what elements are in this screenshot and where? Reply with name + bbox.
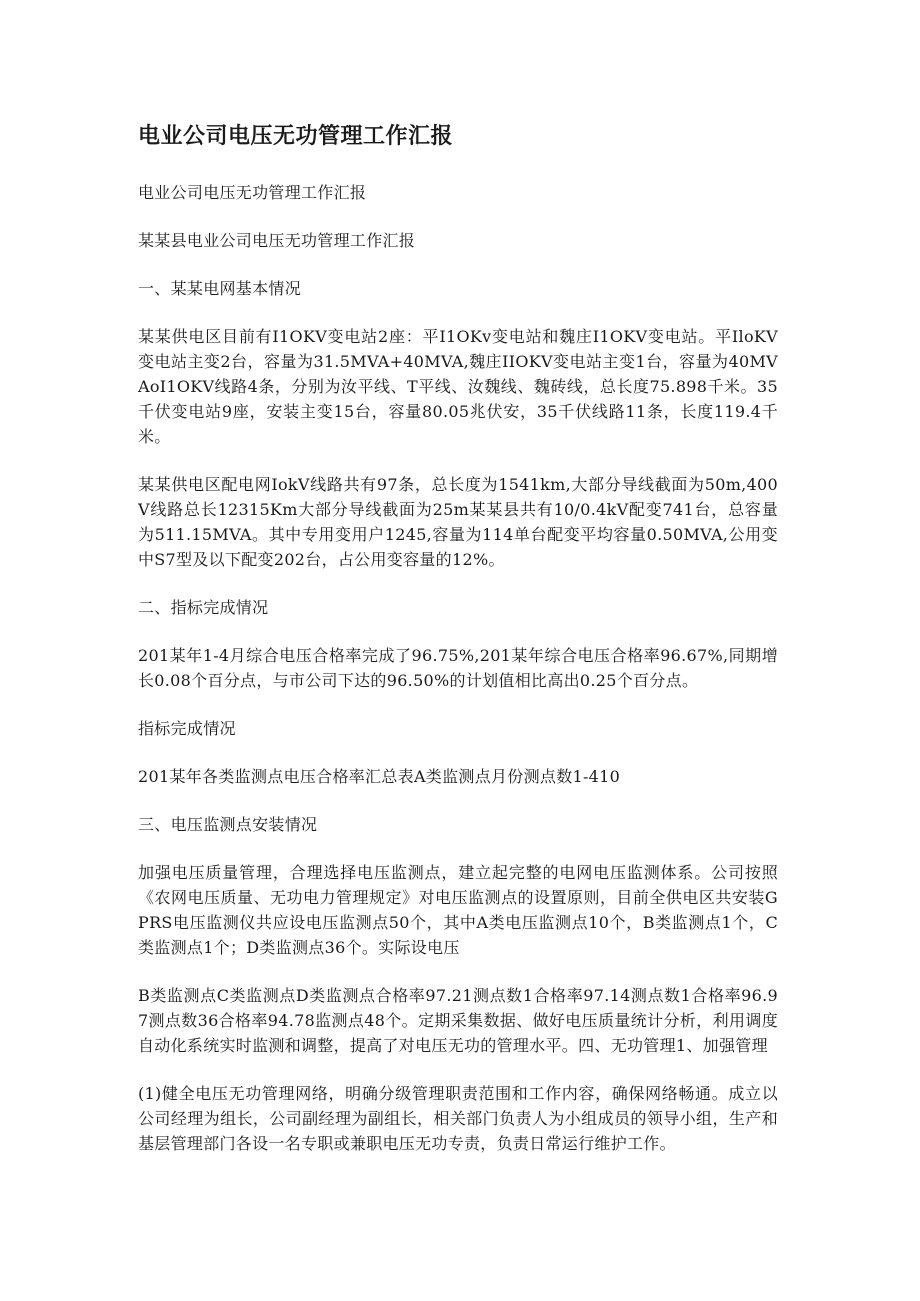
paragraph-report-title: 某某县电业公司电压无功管理工作汇报 xyxy=(138,231,416,250)
paragraph-distribution-network: 某某供电区配电网IokV线路共有97条，总长度为1541km,大部分导线截面为50m,400V线路总长12315Km大部分导线截面为25m某某县共有10/0.4kV配变741台，总容量为511.15MVA。其中专用变用户1245,容量为114单台配变平均容量0.50MVA,公用变中S7型及以下配变202台，占公用变容量的12%。 xyxy=(138,475,778,569)
paragraph-indicators-label: 指标完成情况 xyxy=(138,719,236,738)
section-heading-indicators: 二、指标完成情况 xyxy=(138,598,269,617)
document-title: 电业公司电压无功管理工作汇报 xyxy=(138,124,454,149)
paragraph-management-network: (1)健全电压无功管理网络，明确分级管理职责范围和工作内容，确保网络畅通。成立以公司经理为组长，公司副经理为副组长，相关部门负责人为小组成员的领导小组，生产和基层管理部门各设一名专职或兼职电压无功专责，负责日常运行维护工作。 xyxy=(138,1084,778,1153)
section-heading-monitoring-points: 三、电压监测点安装情况 xyxy=(138,815,318,834)
paragraph-substations: 某某供电区目前有I1OKV变电站2座：平I1OKv变电站和魏庄I1OKV变电站。平IloKV变电站主变2台，容量为31.5MVA+40MVA,魏庄IIOKV变电站主变1台，容量为40MVAoI1OKV线路4条，分别为汝平线、T平线、汝魏线、魏砖线，总长度75.898千米。35千伏变电站9座，安装主变15台，容量80.05兆伏安，35千伏线路11条，长度119.4千米。 xyxy=(138,327,778,446)
paragraph-monitoring-system: 加强电压质量管理，合理选择电压监测点，建立起完整的电网电压监测体系。公司按照《农网电压质量、无功电力管理规定》对电压监测点的设置原则，目前全供电区共安装GPRS电压监测仪共应设电压监测点50个，其中A类电压监测点10个，B类监测点1个，C类监测点1个；D类监测点36个。实际设电压 xyxy=(138,863,778,957)
section-heading-grid-overview: 一、某某电网基本情况 xyxy=(138,279,302,298)
document-page xyxy=(138,120,778,1179)
paragraph-summary-table-caption: 201某年各类监测点电压合格率汇总表A类监测点月份测点数1-410 xyxy=(138,767,621,786)
paragraph-voltage-qualification: 201某年1-4月综合电压合格率完成了96.75%,201某年综合电压合格率96.67%,同期增长0.08个百分点，与市公司下达的96.50%的计划值相比高出0.25个百分点。 xyxy=(138,646,778,690)
paragraph-monitoring-rates: B类监测点C类监测点D类监测点合格率97.21测点数1合格率97.14测点数1合格率96.97测点数36合格率94.78监测点48个。定期采集数据、做好电压质量统计分析，利用调度自动化系统实时监测和调整，提高了对电压无功的管理水平。四、无功管理1、加强管理 xyxy=(138,986,778,1055)
paragraph-subtitle: 电业公司电压无功管理工作汇报 xyxy=(138,183,367,202)
